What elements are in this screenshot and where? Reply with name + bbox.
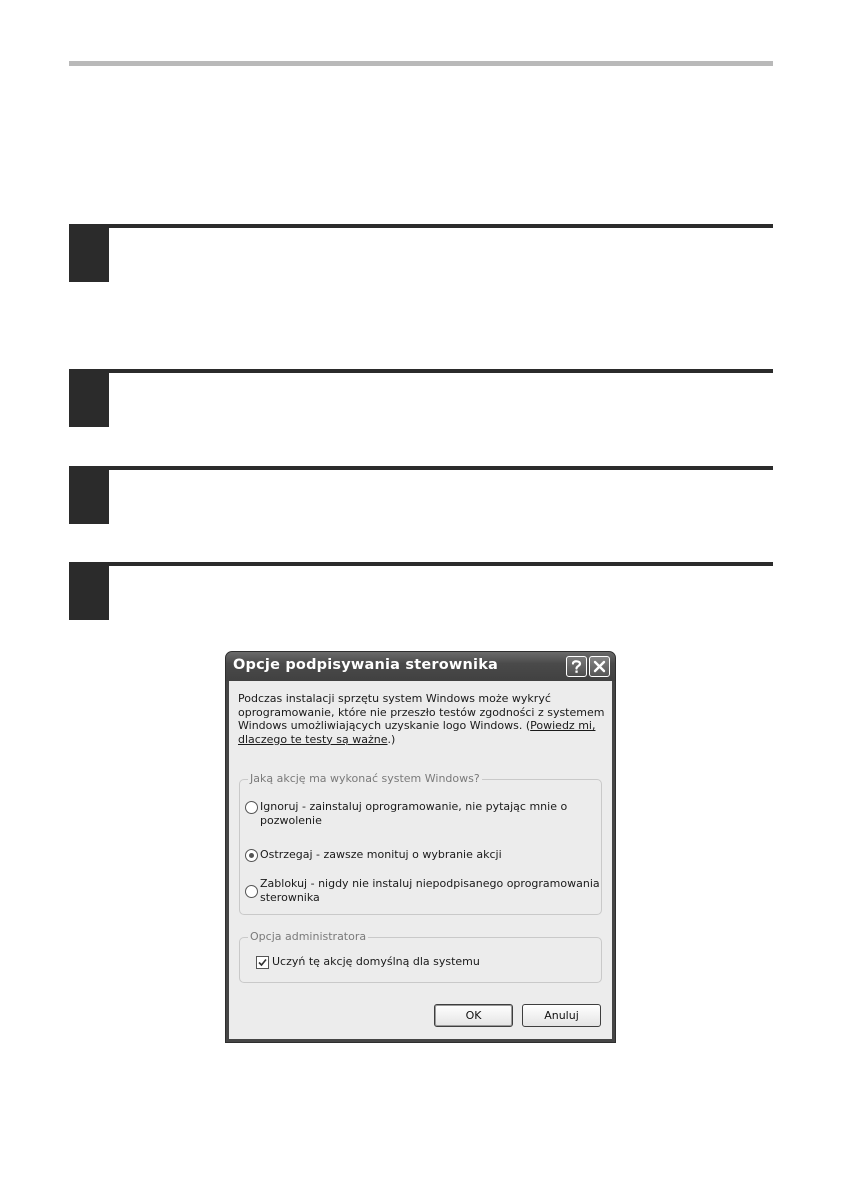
step-marker xyxy=(69,369,109,427)
radio-block-label[interactable]: Zablokuj - nigdy nie instaluj niepodpisanego oprogramowania sterownika xyxy=(260,877,600,904)
intro-end: .) xyxy=(387,732,396,746)
ok-button[interactable]: OK xyxy=(434,1004,513,1027)
radio-warn-button[interactable] xyxy=(245,849,258,862)
step-rule xyxy=(69,224,773,228)
step-marker xyxy=(69,466,109,524)
driver-signing-dialog xyxy=(225,651,616,1043)
step-marker xyxy=(69,224,109,282)
radio-ignore-button[interactable] xyxy=(245,801,258,814)
radio-warn-label[interactable]: Ostrzegaj - zawsze monituj o wybranie akcji xyxy=(260,848,502,861)
why-tests-matter-link[interactable]: Powiedz mi, dlaczego te testy są ważne xyxy=(238,719,596,746)
step-rule xyxy=(69,562,773,566)
radio-ignore-label[interactable]: Ignoruj - zainstaluj oprogramowanie, nie pytając mnie o pozwolenie xyxy=(260,800,568,827)
step-marker xyxy=(69,562,109,620)
dialog-body xyxy=(229,681,612,1039)
help-button[interactable] xyxy=(566,656,587,677)
intro-text xyxy=(238,692,606,746)
default-action-checkbox[interactable] xyxy=(256,956,269,969)
admin-group-legend: Opcja administratora xyxy=(250,930,367,943)
checkmark-icon xyxy=(257,957,268,968)
close-icon xyxy=(590,657,609,676)
help-icon xyxy=(567,657,586,676)
radio-block-button[interactable] xyxy=(245,885,258,898)
dialog-titlebar[interactable] xyxy=(226,652,615,681)
cancel-button[interactable]: Anuluj xyxy=(522,1004,601,1027)
close-button[interactable] xyxy=(589,656,610,677)
intro-main: Podczas instalacji sprzętu system Windows może wykryć oprogramowanie, które nie przeszło testów zgodności z systemem Windows umożliwiających uzyskanie logo Windows. ( xyxy=(238,692,605,732)
default-action-label[interactable]: Uczyń tę akcję domyślną dla systemu xyxy=(272,955,480,968)
step-rule xyxy=(69,466,773,470)
step-rule xyxy=(69,369,773,373)
top-rule xyxy=(69,61,773,66)
dialog-title: Opcje podpisywania sterownika xyxy=(233,657,499,673)
action-group-legend: Jaką akcję ma wykonać system Windows? xyxy=(250,772,480,785)
